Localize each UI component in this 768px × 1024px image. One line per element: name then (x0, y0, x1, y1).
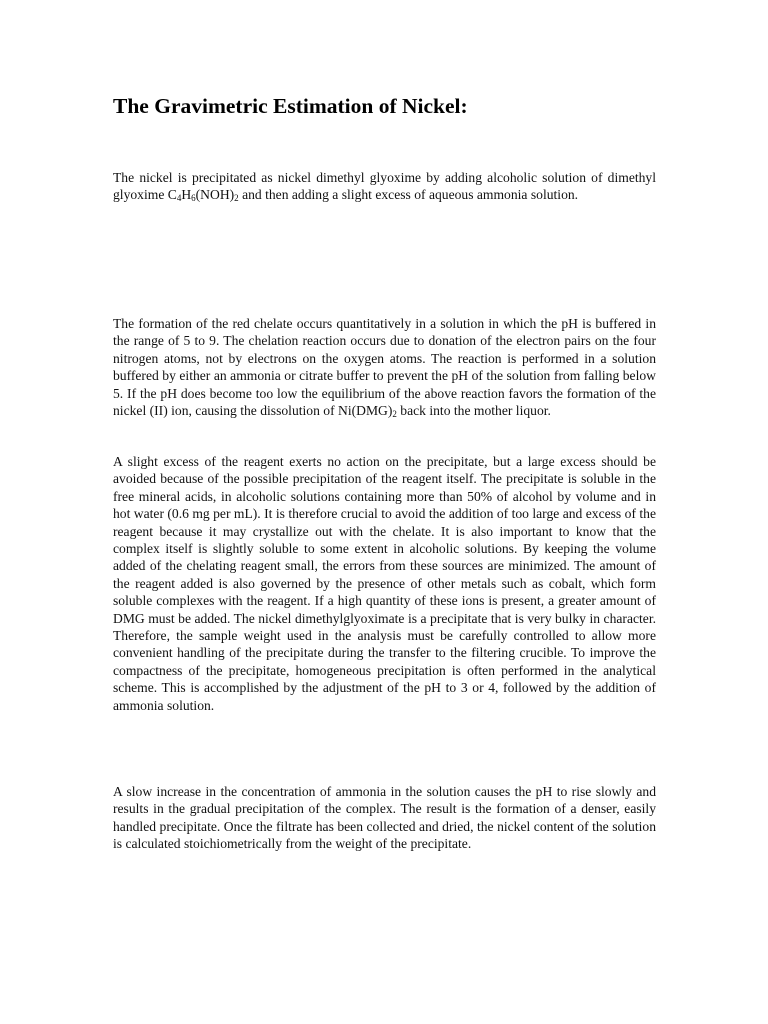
paragraph-text: back into the mother liquor. (396, 403, 551, 419)
paragraph-text: and then adding a slight excess of aqueous ammonia solution. (238, 187, 579, 203)
paragraph-precipitation-method (113, 169, 656, 204)
document-title: The Gravimetric Estimation of Nickel: (113, 94, 468, 118)
subscript: 6 (191, 193, 196, 204)
subscript: 2 (234, 193, 239, 204)
paragraph-text: The nickel is precipitated as nickel dimethyl glyoxime by adding alcoholic solution of dimethyl glyoxime C (113, 170, 656, 203)
formula-text: (NOH) (195, 187, 235, 203)
paragraph-reagent-excess: A slight excess of the reagent exerts no action on the precipitate, but a large excess should be avoided because of the possible precipitation of the reagent itself. The precipitate is soluble in the free mineral acids, in alcoholic solutions containing more than 50% of alcohol by volume and in hot water (0.6 mg per mL). It is therefore crucial to avoid the addition of too large and excess of the reagent because it may crystallize out with the chelate. It is also important to know that the complex itself is slightly soluble to some extent in alcoholic solutions. By keeping the volume added of the chelating reagent small, the errors from these sources are minimized. The amount of the reagent added is also governed by the presence of other metals such as cobalt, which form soluble complexes with the reagent. If a high quantity of these ions is present, a greater amount of DMG must be added. The nickel dimethylglyoximate is a precipitate that is very bulky in character. Therefore, the sample weight used in the analysis must be carefully controlled to allow more convenient handling of the precipitate during the transfer to the filtering crucible. To improve the compactness of the precipitate, homogeneous precipitation is often performed in the analytical scheme. This is accomplished by the adjustment of the pH to 3 or 4, followed by the addition of ammonia solution. (113, 454, 656, 713)
subscript: 4 (176, 193, 182, 204)
formula-text: H (181, 187, 192, 203)
paragraph-ammonia-increase: A slow increase in the concentration of ammonia in the solution causes the pH to rise slowly and results in the gradual precipitation of the complex. The result is the formation of a denser, easily handled precipitate. Once the filtrate has been collected and dried, the nickel content of the solution is calculated stoichiometrically from the weight of the precipitate. (113, 784, 656, 852)
subscript: 2 (392, 409, 397, 420)
paragraph-chelate-formation (113, 315, 656, 419)
paragraph-text: The formation of the red chelate occurs quantitatively in a solution in which the pH is buffered in the range of 5 to 9. The chelation reaction occurs due to donation of the electron pairs on the four nitrogen atoms, not by electrons on the oxygen atoms. The reaction is performed in a solution buffered by either an ammonia or citrate buffer to prevent the pH of the solution from falling below 5. If the pH does become too low the equilibrium of the above reaction favors the formation of the nickel (II) ion, causing the dissolution of Ni(DMG) (113, 316, 656, 419)
